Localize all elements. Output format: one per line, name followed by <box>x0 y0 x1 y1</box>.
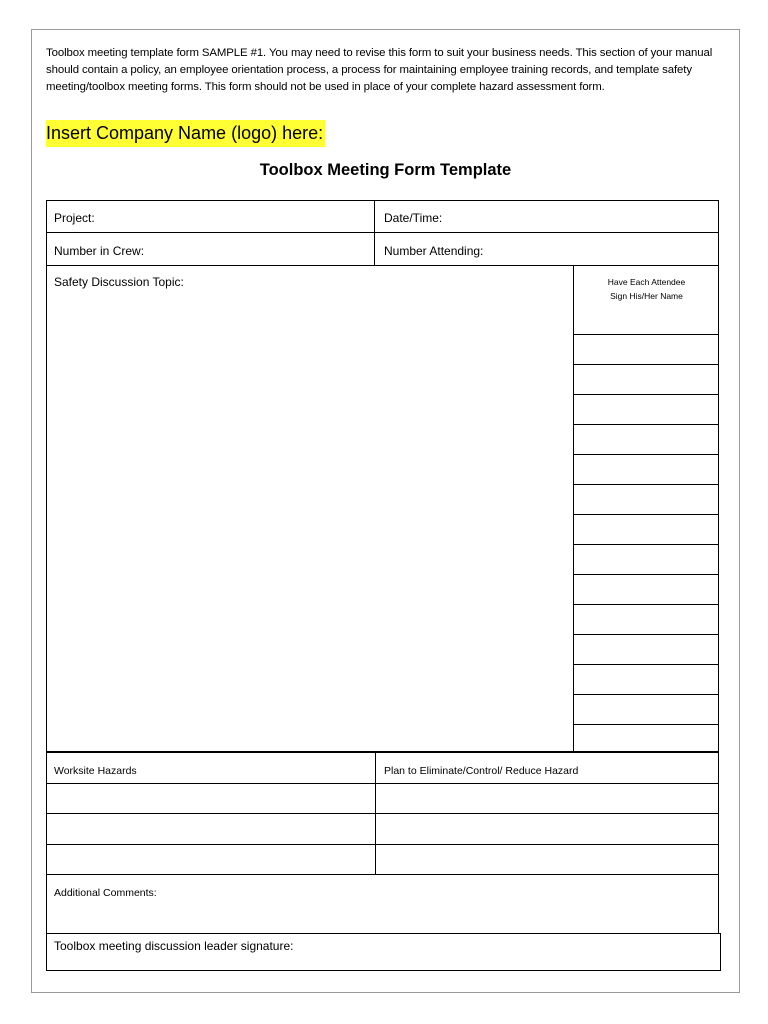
hazard-cell[interactable] <box>47 814 374 843</box>
additional-comments-label: Additional Comments: <box>54 887 157 899</box>
attendee-header: Have Each Attendee Sign His/Her Name <box>607 277 686 301</box>
attendee-signature-line[interactable] <box>574 635 719 664</box>
plan-cell[interactable] <box>376 784 718 813</box>
attendee-signature-line[interactable] <box>574 365 719 394</box>
attendee-signature-line[interactable] <box>574 335 719 364</box>
company-name-placeholder: Insert Company Name (logo) here: <box>46 120 325 147</box>
intro-text: Toolbox meeting template form SAMPLE #1. You may need to revise this form to suit your business needs. This section of your manual should contain a policy, an employee orientation process, a process for maintaining employee training records, and template safety meeting/toolbox meeting forms. This form should not be used in place of your complete hazard assessment form. <box>46 47 713 93</box>
date-time-field[interactable]: Date/Time: <box>384 211 443 225</box>
attendee-signature-line[interactable] <box>574 725 719 754</box>
attendee-signature-line[interactable] <box>574 515 719 544</box>
attendee-signature-line[interactable] <box>574 425 719 454</box>
plan-cell[interactable] <box>376 814 718 843</box>
number-attending-field[interactable]: Number Attending: <box>384 244 484 258</box>
number-in-crew-field[interactable]: Number in Crew: <box>54 244 145 258</box>
header-table <box>46 200 719 266</box>
plan-cell[interactable] <box>376 845 718 874</box>
leader-signature-label: Toolbox meeting discussion leader signature: <box>54 939 294 953</box>
form-page <box>31 29 740 993</box>
attendee-signature-line[interactable] <box>574 485 719 514</box>
project-field[interactable]: Project: <box>54 211 95 225</box>
hazard-cell[interactable] <box>47 845 374 874</box>
additional-comments-box[interactable] <box>46 874 719 934</box>
worksite-hazards-header: Worksite Hazards <box>54 765 137 777</box>
safety-topic-label: Safety Discussion Topic: <box>54 275 184 289</box>
attendee-signature-line[interactable] <box>574 395 719 424</box>
hazard-cell[interactable] <box>47 784 374 813</box>
form-title: Toolbox Meeting Form Template <box>259 161 512 179</box>
plan-header: Plan to Eliminate/Control/ Reduce Hazard <box>384 765 579 777</box>
attendee-signature-line[interactable] <box>574 665 719 694</box>
attendee-signature-line[interactable] <box>574 575 719 604</box>
attendee-signature-line[interactable] <box>574 605 719 634</box>
attendee-signature-line[interactable] <box>574 545 719 574</box>
attendee-signature-line[interactable] <box>574 695 719 724</box>
attendee-signature-line[interactable] <box>574 455 719 484</box>
